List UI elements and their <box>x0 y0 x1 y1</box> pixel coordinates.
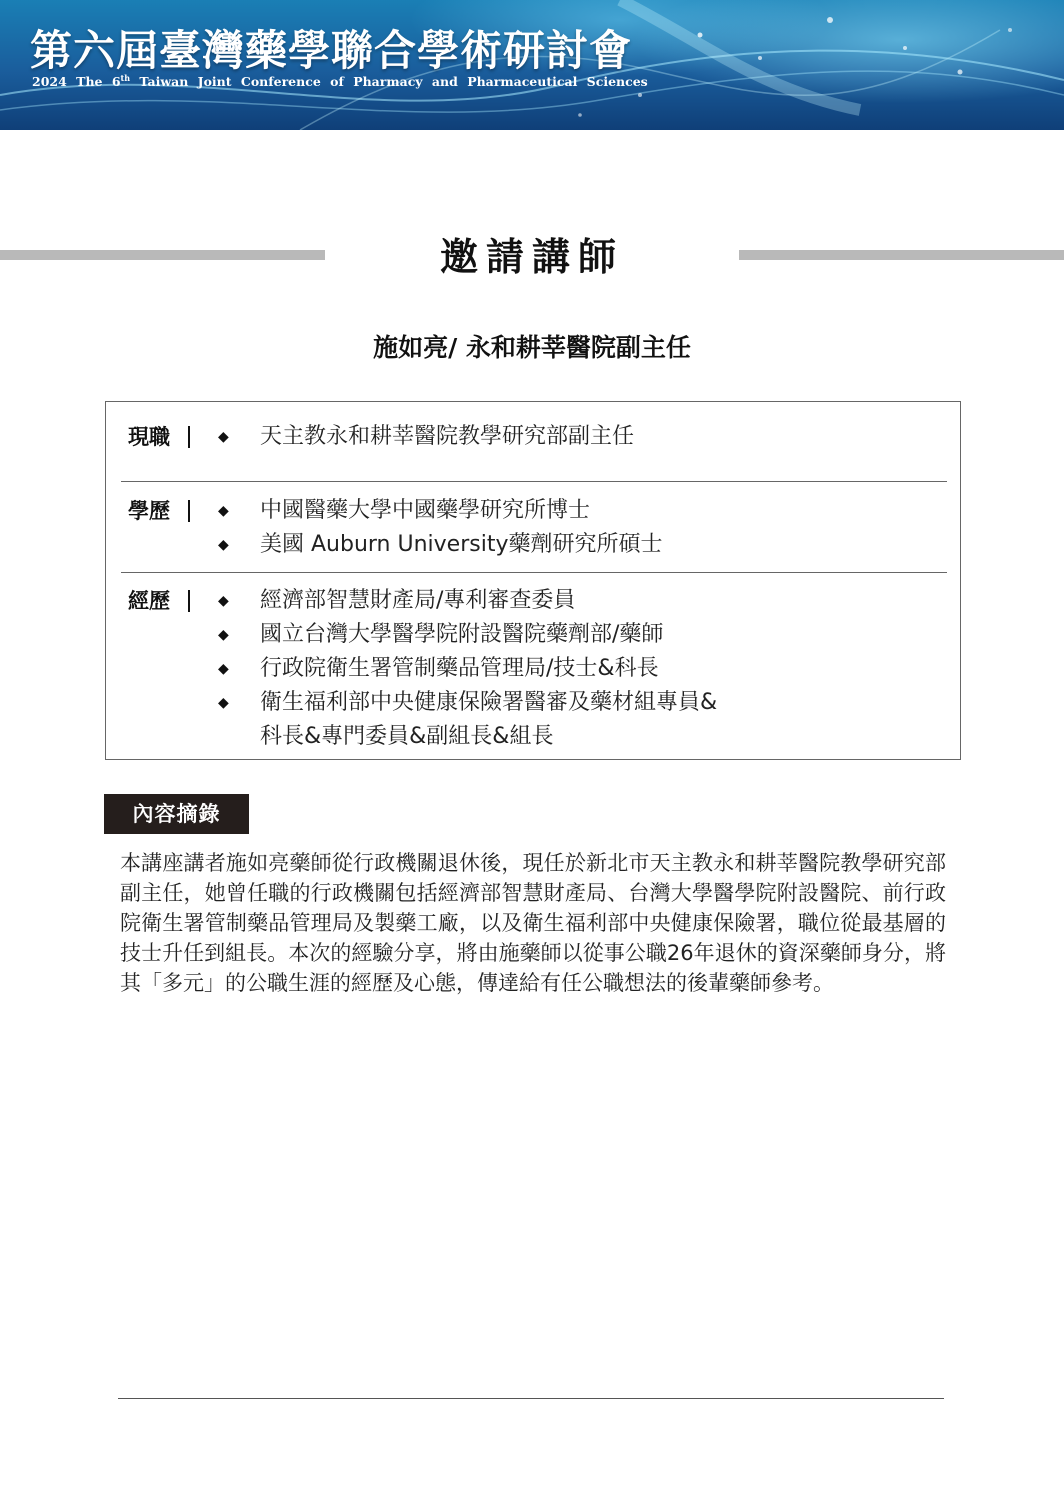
list-item: ◆ 經濟部智慧財產局/專利審查委員 <box>218 584 717 618</box>
list-item: ◆ 中國醫藥大學中國藥學研究所博士 <box>218 494 662 528</box>
conference-title: 第六屆臺灣藥學聯合學術研討會 <box>30 26 633 75</box>
profile-label-experience: 經歷 <box>128 589 170 613</box>
header-banner <box>0 0 1064 130</box>
list-item: ◆ 衛生福利部中央健康保險署醫審及藥材組專員& <box>218 686 717 720</box>
experience-list <box>218 584 717 754</box>
diamond-bullet-icon: ◆ <box>218 627 229 643</box>
summary-label: 內容摘錄 <box>104 794 249 834</box>
list-item: ◆ 天主教永和耕莘醫院教學研究部副主任 <box>218 420 634 454</box>
diamond-bullet-icon: ◆ <box>218 429 229 445</box>
list-item: ◆ 行政院衛生署管制藥品管理局/技士&科長 <box>218 652 717 686</box>
profile-label-education: 學歷 <box>128 499 170 523</box>
diamond-bullet-icon: ◆ <box>218 695 229 711</box>
section-heading: 邀請講師 <box>439 235 624 279</box>
speaker-name: 施如亮/ 永和耕莘醫院副主任 <box>373 333 691 362</box>
diamond-bullet-icon: ◆ <box>218 537 229 553</box>
footer-rule <box>118 1398 944 1399</box>
profile-label-current: 現職 <box>128 425 170 449</box>
diamond-bullet-icon: ◆ <box>218 661 229 677</box>
heading-rule-left <box>0 250 325 260</box>
conference-subtitle <box>32 73 648 89</box>
subtitle-prefix: 2024 The 6 <box>32 74 121 89</box>
speaker-profile-box <box>105 401 961 760</box>
current-position-list <box>218 420 634 454</box>
label-divider <box>188 500 190 522</box>
row-separator <box>121 481 947 482</box>
heading-rule-right <box>739 250 1064 260</box>
label-divider <box>188 426 190 448</box>
subtitle-ordinal: th <box>120 73 131 83</box>
list-item-continuation: 科長&專門委員&副組長&組長 <box>260 724 554 749</box>
education-list <box>218 494 662 562</box>
diamond-bullet-icon: ◆ <box>218 503 229 519</box>
row-separator <box>121 572 947 573</box>
list-item: ◆ 國立台灣大學醫學院附設醫院藥劑部/藥師 <box>218 618 717 652</box>
label-divider <box>188 590 190 612</box>
subtitle-rest: Taiwan Joint Conference of Pharmacy and Pharmaceutical Sciences <box>130 74 648 89</box>
diamond-bullet-icon: ◆ <box>218 593 229 609</box>
summary-text: 本講座講者施如亮藥師從行政機關退休後，現任於新北市天主教永和耕莘醫院教學研究部副主任，她曾任職的行政機關包括經濟部智慧財產局、台灣大學醫學院附設醫院、前行政院衛生署管制藥品管理局及製藥工廠，以及衛生福利部中央健康保險署，職位從最基層的技士升任到組長。本次的經驗分享，將由施藥師以從事公職26年退休的資深藥師身分，將其「多元」的公職生涯的經歷及心態，傳達給有任公職想法的後輩藥師參考。 <box>120 851 946 995</box>
list-item: ◆ 美國 Auburn University藥劑研究所碩士 <box>218 528 662 562</box>
